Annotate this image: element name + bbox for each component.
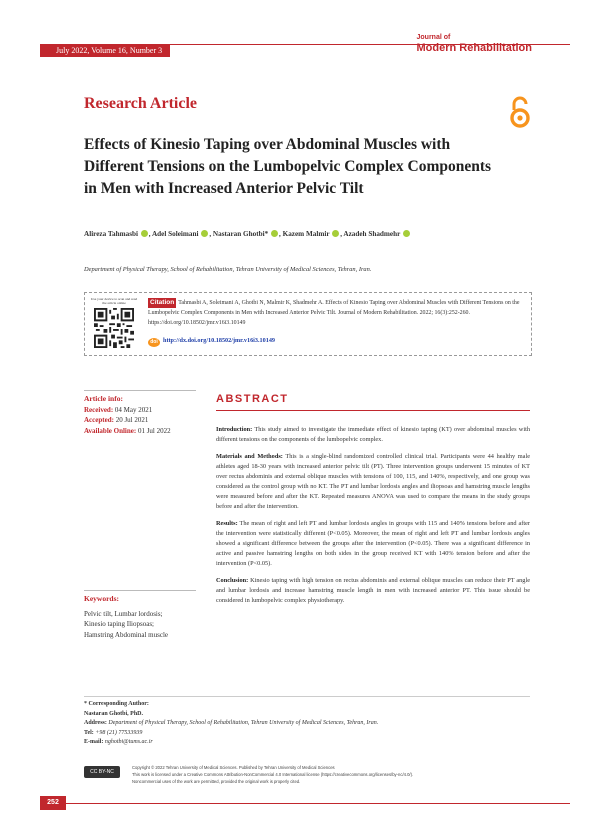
license-text	[132, 764, 413, 785]
keyword-line: Pelvic tilt, Lumbar lordosis;	[84, 609, 163, 618]
journal-logo-line1: Journal of	[416, 34, 451, 41]
keywords-divider	[84, 590, 196, 591]
corresponding-email[interactable]: E-mail: nghotbi@tums.ac.ir	[84, 739, 153, 746]
corresponding-address: Address: Department of Physical Therapy, School of Rehabilitation, Tehran University of Medical Sciences, Tehran, Iran.	[84, 720, 379, 727]
keywords-heading: Keywords:	[84, 594, 119, 603]
online-label: Available Online:	[84, 426, 137, 435]
author-list: Alireza Tahmasbi , Adel Soleimani , Nastaran Ghotbi* , Kazem Malmir , Azadeh Shadmehr	[84, 230, 411, 238]
online-row	[84, 426, 196, 437]
footer-rule	[84, 696, 530, 697]
author-name[interactable]: Adel Soleimani	[151, 230, 199, 238]
page-number: 252	[40, 796, 66, 810]
corresponding-heading: * Corresponding Author:	[84, 701, 149, 707]
cc-license-icon[interactable]: CC BY-NC	[84, 766, 120, 778]
author-name[interactable]: Alireza Tahmasbi	[84, 230, 138, 238]
license-line: Copyright © 2022 Tehran University of Medical Sciences. Published by Tehran University of Medical Sciences	[132, 765, 335, 770]
results-text: The mean of right and left PT and lumbar lordosis angles in groups with 115 and 140% tensions before and after the intervention were statistically different (P<0.05). Moreover, the mean of right and left PT and lumbar lordosis angles showed a significant difference between the groups after the intervention (P<0.05). There was a significant difference in active and passive hamstring lengths on both sides in the group received KT with 140% tension before and after the intervention (P<0.05).	[216, 520, 530, 567]
article-info-heading: Article info:	[84, 394, 123, 403]
introduction-text: This study aimed to investigate the immediate effect of kinesio taping (KT) over abdominal muscles with different tensions on the components of the lumbopelvic complex.	[216, 426, 530, 443]
issue-label: July 2022, Volume 16, Number 3	[40, 44, 170, 57]
citation-body: Tahmasbi A, Soleimani A, Ghotbi N, Malmir K, Shadmehr A. Effects of Kinesio Taping over Abdominal Muscles with Different Tensions on the Lumbopelvic Complex Components in Men with Increased Anterior Pelvic Tilt. Journal of Modern Rehabilitation. 2022; 16(3):252-260. https://doi.org/10.18502/jmr.v16i3.10149	[148, 300, 520, 326]
qr-caption: Use your device to scan and read the article online	[90, 297, 138, 305]
abstract-methods	[216, 452, 530, 512]
abstract-heading: ABSTRACT	[216, 393, 289, 405]
affiliation: Department of Physical Therapy, School of Rehabilitation, Tehran University of Medical Sciences, Tehran, Iran.	[84, 266, 372, 273]
orcid-icon[interactable]	[141, 230, 148, 237]
keyword-line: Kinesio taping Iliopsoas;	[84, 620, 154, 628]
citation-text	[148, 298, 526, 328]
license-line[interactable]: This work is licensed under a Creative Commons Attribution-NonCommercial 4.0 International license (https://creativecommons.org/licenses/by-nc/4.0/).	[132, 772, 414, 777]
author-name[interactable]: Kazem Malmir	[282, 230, 330, 238]
author-name[interactable]: Nastaran Ghotbi*	[212, 230, 269, 238]
methods-text: This is a single-blind randomized controlled clinical trial. Participants were 44 healthy male athletes aged 18-30 years with increased anterior pelvic tilt (PT). Three intervention groups underwent 15 minutes of KT over rectus abdominis and external oblique muscles with tensions of 100, 115, and 140%, respectively, and one group was considered as the control group with no KT. The PT and lumbar lordosis angles and iliopsoas and hamstring muscle lengths were measured before and after the KT. Repeated measures ANOVA was used to compare the means in the study groups before and after the intervention.	[216, 453, 531, 510]
received-label: Received:	[84, 405, 114, 414]
article-type: Research Article	[84, 95, 197, 112]
accepted-date: 20 Jul 2021	[115, 416, 149, 424]
journal-logo-line2: Modern Rehabilitation	[416, 42, 532, 54]
online-date: 01 Jul 2022	[137, 426, 171, 435]
article-info-divider	[84, 390, 196, 391]
abstract-body	[216, 425, 530, 613]
qr-code-icon[interactable]	[94, 308, 134, 348]
corresponding-name: Nastaran Ghotbi, PhD.	[84, 710, 144, 717]
citation-tag: Citation	[150, 299, 175, 306]
doi-row	[148, 337, 275, 347]
keywords	[84, 594, 196, 640]
article-info	[84, 394, 196, 436]
orcid-icon[interactable]	[332, 230, 339, 237]
journal-logo[interactable]	[417, 34, 533, 54]
citation-box	[84, 292, 532, 356]
abstract-introduction	[216, 425, 530, 445]
open-access-icon	[508, 96, 532, 130]
author-name[interactable]: Azadeh Shadmehr	[343, 230, 401, 238]
doi-link[interactable]: http://dx.doi.org/10.18502/jmr.v16i3.10149	[163, 337, 276, 344]
keyword-line: Hamstring Abdominal muscle	[84, 630, 168, 639]
received-row	[84, 405, 196, 416]
results-label: Results:	[216, 520, 238, 527]
received-date: 04 May 2021	[114, 405, 153, 414]
orcid-icon[interactable]	[403, 230, 410, 237]
abstract-rule	[216, 410, 530, 411]
article-title: Effects of Kinesio Taping over Abdominal Muscles with Different Tensions on the Lumbopelvic Complex Components in Men with Increased Anterior Pelvic Tilt	[84, 136, 492, 197]
orcid-icon[interactable]	[201, 230, 208, 237]
accepted-row	[84, 415, 196, 426]
corresponding-tel: Tel: +98 (21) 77533939	[84, 729, 143, 736]
corresponding-author	[84, 700, 378, 748]
conclusion-label: Conclusion:	[216, 577, 249, 584]
abstract-results	[216, 519, 530, 569]
introduction-label: Introduction:	[216, 426, 253, 433]
page-footer-rule	[66, 803, 570, 804]
conclusion-text: Kinesio taping with high tension on rectus abdominis and external oblique muscles can reduce their PT angle and lumbar lordosis and increase hamstring muscle length in men with increased anterior PT. This issue should be considered in lumbopelvic complex physiotherapy.	[216, 577, 530, 604]
methods-label: Materials and Methods:	[216, 453, 283, 460]
abstract-conclusion	[216, 576, 530, 606]
qr-block	[90, 297, 138, 353]
license-line: Noncommercial uses of the work are permitted, provided the original work is properly cited.	[132, 779, 301, 784]
doi-icon: doi	[148, 338, 160, 347]
accepted-label: Accepted:	[84, 416, 114, 424]
orcid-icon[interactable]	[271, 230, 278, 237]
